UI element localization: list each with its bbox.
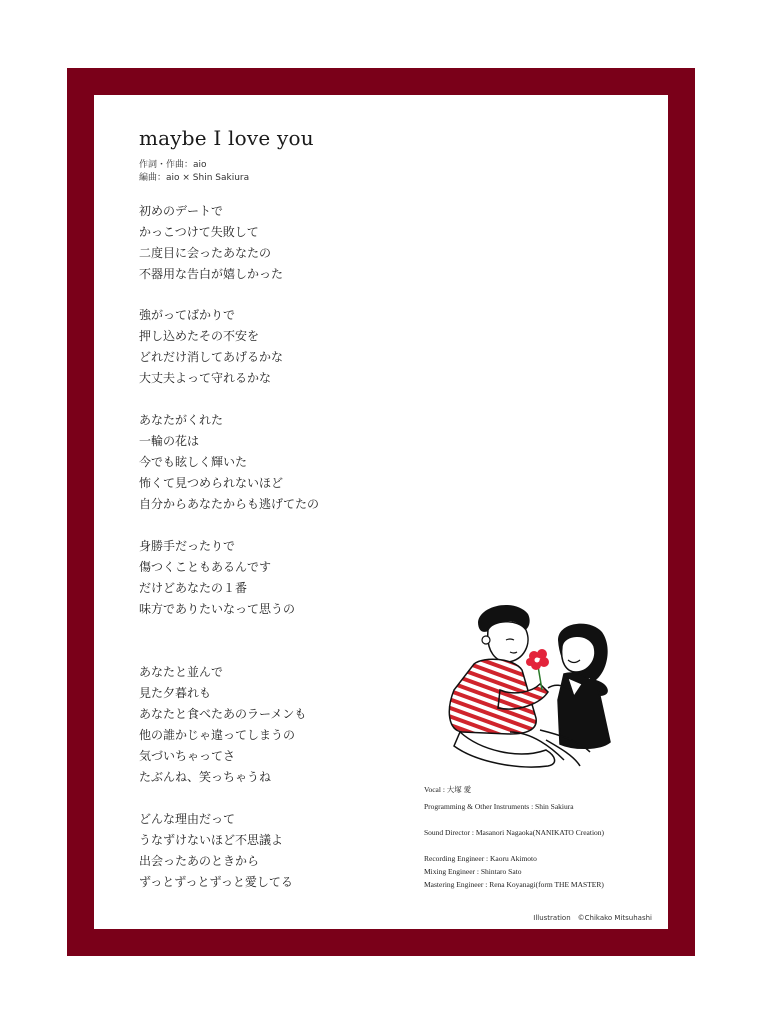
lyric-line: 一輪の花は (139, 434, 200, 448)
lyric-line: どれだけ消してあげるかな (139, 350, 284, 364)
lyric-line: 二度目に会ったあなたの (139, 246, 272, 260)
lyric-line: あなたと食べたあのラーメンも (139, 707, 307, 721)
lyrics-music-credit: 作詞・作曲：aio (139, 160, 207, 170)
lyric-line: 怖くて見つめられないほど (139, 476, 284, 490)
lyric-line: 出会ったあのときから (139, 854, 260, 868)
lyrics-sheet (94, 95, 668, 929)
staff-director: Sound Director : Masanori Nagaoka(NANIKATO Creation) (424, 828, 605, 837)
lyric-line: かっこつけて失敗して (139, 225, 259, 239)
lyric-line: 他の誰かじゃ違ってしまうの (139, 728, 296, 742)
lyric-line: あなたと並んで (139, 665, 224, 679)
lyric-line: 自分からあなたからも逃げてたの (139, 497, 320, 511)
lyric-line: 不器用な告白が嬉しかった (139, 267, 284, 281)
lyric-line: 大丈夫よって守れるかな (139, 371, 272, 385)
lyric-line: だけどあなたの１番 (139, 581, 248, 595)
lyric-line: たぶんね、笑っちゃうね (139, 770, 272, 784)
staff-mastering: Mastering Engineer : Rena Koyanagi(form THE MASTER) (424, 880, 604, 889)
lyric-line: 見た夕暮れも (139, 686, 212, 700)
illustration-credit: Illustration ©Chikako Mitsuhashi (533, 914, 652, 922)
staff-mixing: Mixing Engineer : Shintaro Sato (424, 867, 522, 876)
lyric-line: 強がってばかりで (139, 308, 236, 322)
lyric-line: 味方でありたいなって思うの (139, 602, 296, 616)
lyric-line: 初めのデートで (139, 204, 224, 218)
couple-illustration (440, 600, 620, 772)
staff-programming: Programming & Other Instruments : Shin Sakiura (424, 802, 574, 811)
flower-icon (526, 649, 549, 690)
lyric-line: 今でも眩しく輝いた (139, 455, 248, 469)
lyric-line: 身勝手だったりで (139, 539, 236, 553)
song-title: maybe I love you (139, 126, 314, 150)
lyric-line: 押し込めたその不安を (139, 329, 260, 343)
lyric-line: うなずけないほど不思議よ (139, 833, 284, 847)
lyric-line: あなたがくれた (139, 413, 224, 427)
lyric-line: ずっとずっとずっと愛してる (139, 875, 293, 889)
lyric-line: 傷つくこともあるんです (139, 560, 272, 574)
staff-vocal: Vocal : 大塚 愛 (424, 785, 472, 794)
staff-recording: Recording Engineer : Kaoru Akimoto (424, 854, 537, 863)
lyric-line: どんな理由だって (139, 812, 236, 826)
lyric-line: 気づいちゃってさ (139, 749, 236, 763)
arrangement-credit: 編曲：aio × Shin Sakiura (139, 173, 250, 183)
